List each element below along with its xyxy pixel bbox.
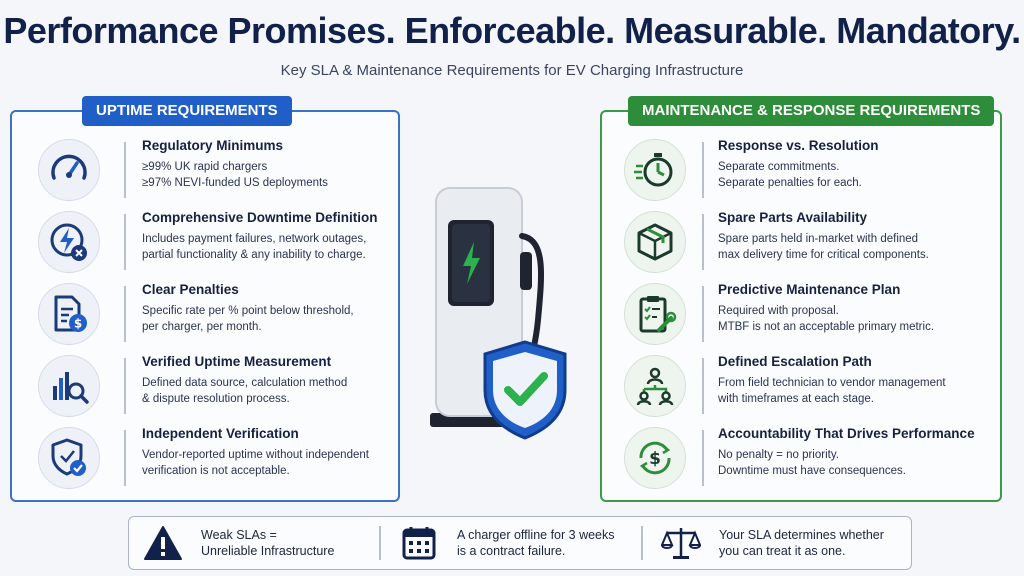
callout-line: Weak SLAs = — [201, 528, 277, 542]
item-line: Downtime must have consequences. — [718, 465, 906, 477]
callout-line: is a contract failure. — [457, 544, 566, 558]
item-title: Verified Uptime Measurement — [142, 354, 332, 369]
lightning-x-icon — [38, 211, 100, 273]
item-title: Defined Escalation Path — [718, 354, 872, 369]
item-separator — [702, 430, 704, 486]
bottom-callout-bar — [128, 516, 912, 570]
item-title: Comprehensive Downtime Definition — [142, 210, 378, 225]
item-line: No penalty = no priority. — [718, 449, 839, 461]
callout-separator — [379, 526, 381, 560]
item-line: MTBF is not an acceptable primary metric. — [718, 321, 935, 333]
item-separator — [702, 142, 704, 198]
requirement-clear-penalties — [12, 280, 398, 352]
callout-weak-slas — [129, 517, 379, 569]
org-chart-icon — [624, 355, 686, 417]
item-line: Specific rate per % point below threshold, — [142, 305, 354, 317]
item-separator — [124, 142, 126, 198]
page-title: Performance Promises. Enforceable. Measurable. Mandatory. — [3, 10, 1021, 51]
item-title: Regulatory Minimums — [142, 138, 284, 153]
item-separator — [124, 430, 126, 486]
svg-text:$: $ — [649, 449, 661, 469]
item-separator — [124, 214, 126, 270]
requirement-escalation-path — [602, 352, 1000, 424]
svg-text:$: $ — [73, 316, 83, 331]
callout-charger-offline — [385, 517, 635, 569]
callout-line: you can treat it as one. — [719, 544, 846, 558]
requirement-regulatory-minimums — [12, 136, 398, 208]
calendar-icon — [399, 525, 439, 561]
item-line: Separate penalties for each. — [718, 177, 862, 189]
requirement-accountability — [602, 424, 1000, 496]
item-separator — [124, 358, 126, 414]
item-title: Clear Penalties — [142, 282, 239, 297]
requirement-independent-verification — [12, 424, 398, 496]
package-icon — [624, 211, 686, 273]
callout-sla-determines — [647, 517, 907, 569]
item-title: Independent Verification — [142, 426, 299, 441]
requirement-spare-parts — [602, 208, 1000, 280]
item-title: Response vs. Resolution — [718, 138, 879, 153]
callout-line: A charger offline for 3 weeks — [457, 528, 615, 542]
stopwatch-icon — [624, 139, 686, 201]
item-line: max delivery time for critical components. — [718, 249, 929, 261]
item-title: Accountability That Drives Performance — [718, 426, 975, 441]
shield-check-icon — [38, 427, 100, 489]
item-line: & dispute resolution process. — [142, 393, 290, 405]
item-line: From field technician to vendor management — [718, 377, 946, 389]
ev-charger-illustration — [420, 180, 590, 440]
requirement-predictive-maintenance — [602, 280, 1000, 352]
clipboard-wrench-icon — [624, 283, 686, 345]
item-line: per charger, per month. — [142, 321, 262, 333]
item-title: Predictive Maintenance Plan — [718, 282, 901, 297]
requirement-downtime-definition — [12, 208, 398, 280]
item-line: ≥99% UK rapid chargers — [142, 161, 268, 173]
requirement-response-vs-resolution — [602, 136, 1000, 208]
callout-line: Unreliable Infrastructure — [201, 544, 335, 558]
scales-icon — [661, 525, 701, 561]
item-line: Includes payment failures, network outages, — [142, 233, 367, 245]
item-line: with timeframes at each stage. — [718, 393, 874, 405]
uptime-requirements-header: UPTIME REQUIREMENTS — [82, 96, 292, 126]
speedometer-icon — [38, 139, 100, 201]
item-line: ≥97% NEVI-funded US deployments — [142, 177, 328, 189]
item-line: Required with proposal. — [718, 305, 839, 317]
page-subtitle: Key SLA & Maintenance Requirements for EV Charging Infrastructure — [280, 62, 744, 79]
document-dollar-icon — [38, 283, 100, 345]
callout-line: Your SLA determines whether — [719, 528, 884, 542]
uptime-requirements-panel — [10, 102, 400, 502]
item-title: Spare Parts Availability — [718, 210, 868, 225]
requirement-verified-uptime — [12, 352, 398, 424]
chart-magnifier-icon — [38, 355, 100, 417]
maintenance-response-header: MAINTENANCE & RESPONSE REQUIREMENTS — [628, 96, 994, 126]
item-separator — [702, 286, 704, 342]
item-line: verification is not acceptable. — [142, 465, 290, 477]
item-separator — [702, 214, 704, 270]
item-line: Spare parts held in-market with defined — [718, 233, 919, 245]
item-line: Separate commitments. — [718, 161, 840, 173]
warning-icon — [143, 525, 183, 561]
item-separator — [124, 286, 126, 342]
maintenance-response-panel — [600, 102, 1002, 502]
callout-separator — [641, 526, 643, 560]
item-line: Vendor-reported uptime without independent — [142, 449, 369, 461]
dollar-cycle-icon — [624, 427, 686, 489]
item-line: partial functionality & any inability to charge. — [142, 249, 366, 261]
item-separator — [702, 358, 704, 414]
item-line: Defined data source, calculation method — [142, 377, 348, 389]
